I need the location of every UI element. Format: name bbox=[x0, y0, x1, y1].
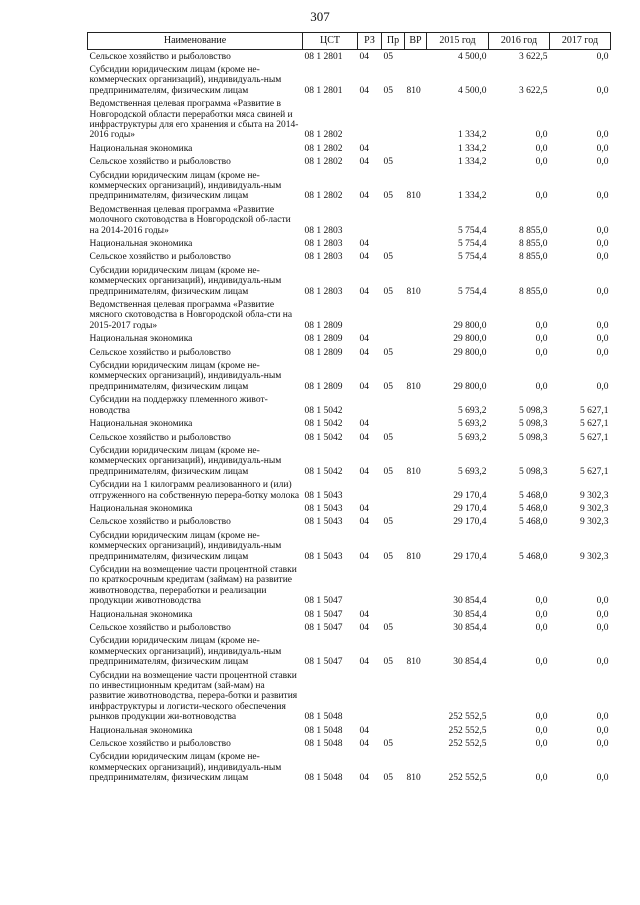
cell-2017: 0,0 bbox=[596, 157, 609, 168]
cell-rz: 04 bbox=[359, 517, 369, 528]
header-2017: 2017 год bbox=[550, 33, 611, 50]
cell-vr bbox=[405, 502, 427, 515]
cell-pr bbox=[382, 724, 405, 737]
cell-2015: 4 500,0 bbox=[458, 51, 487, 62]
cell-name: Субсидии юридическим лицам (кроме не-коммерческих организаций), индивидуаль-ным предпринимателям, физическим лицам bbox=[89, 752, 282, 784]
cell-name: Сельское хозяйство и рыболовство bbox=[89, 347, 231, 358]
cell-2016: 8 855,0 bbox=[519, 239, 548, 249]
cell-name: Субсидии юридическим лицам (кроме не-коммерческих организаций), индивидуаль-ным предпринимателям, физическим лицам bbox=[89, 636, 282, 668]
cell-2015: 30 854,4 bbox=[453, 623, 487, 633]
cell-vr bbox=[405, 516, 427, 529]
cell-2017: 5 627,1 bbox=[580, 405, 609, 416]
cell-2016: 0,0 bbox=[535, 712, 548, 723]
cell-pr: 05 bbox=[383, 381, 393, 392]
cell-2015: 252 552,5 bbox=[448, 712, 487, 723]
header-cst: ЦСТ bbox=[303, 33, 358, 50]
cell-cst: 08 1 5048 bbox=[304, 712, 343, 723]
cell-cst: 08 1 2803 bbox=[304, 239, 343, 249]
cell-name: Национальная экономика bbox=[89, 334, 193, 345]
cell-cst: 08 1 5047 bbox=[304, 596, 343, 607]
header-row bbox=[88, 33, 611, 50]
cell-2017: 0,0 bbox=[596, 773, 609, 784]
cell-cst: 08 1 5043 bbox=[304, 490, 343, 501]
table-row bbox=[88, 333, 611, 346]
cell-2015: 5 754,4 bbox=[458, 225, 487, 236]
cell-rz: 04 bbox=[359, 725, 369, 736]
header-name: Наименование bbox=[88, 33, 303, 50]
cell-name: Сельское хозяйство и рыболовство bbox=[89, 157, 231, 168]
cell-2016: 5 468,0 bbox=[519, 517, 548, 528]
cell-2016: 0,0 bbox=[535, 657, 548, 668]
cell-2016: 0,0 bbox=[535, 130, 548, 141]
cell-cst: 08 1 5048 bbox=[304, 725, 343, 736]
cell-vr bbox=[405, 431, 427, 444]
cell-2017: 0,0 bbox=[596, 85, 609, 96]
cell-cst: 08 1 2809 bbox=[304, 320, 343, 331]
cell-2015: 252 552,5 bbox=[448, 739, 487, 750]
cell-2015: 29 170,4 bbox=[453, 551, 487, 562]
cell-cst: 08 1 5043 bbox=[304, 517, 343, 528]
cell-2015: 29 800,0 bbox=[453, 347, 487, 358]
cell-vr bbox=[405, 333, 427, 346]
cell-pr: 05 bbox=[383, 191, 393, 202]
cell-rz: 04 bbox=[359, 623, 369, 633]
cell-2016: 0,0 bbox=[535, 143, 548, 154]
cell-name: Сельское хозяйство и рыболовство bbox=[89, 517, 231, 528]
cell-2015: 30 854,4 bbox=[453, 609, 487, 620]
cell-name: Субсидии юридическим лицам (кроме не-коммерческих организаций), индивидуаль-ным предпринимателям, физическим лицам bbox=[89, 170, 282, 202]
page-number: 307 bbox=[310, 9, 330, 24]
cell-rz: 04 bbox=[359, 657, 369, 668]
cell-vr: 810 bbox=[406, 551, 421, 562]
cell-name: Субсидии юридическим лицам (кроме не-коммерческих организаций), индивидуаль-ным предпринимателям, физическим лицам bbox=[89, 361, 282, 392]
cell-vr bbox=[405, 418, 427, 431]
cell-cst: 08 1 5048 bbox=[304, 773, 343, 784]
cell-name: Сельское хозяйство и рыболовство bbox=[89, 432, 231, 443]
cell-vr bbox=[405, 724, 427, 737]
cell-rz: 04 bbox=[359, 252, 369, 263]
cell-2017: 0,0 bbox=[596, 596, 609, 607]
cell-vr: 810 bbox=[406, 381, 421, 392]
cell-cst: 08 1 2803 bbox=[304, 286, 343, 297]
cell-pr: 05 bbox=[383, 85, 393, 96]
cell-name: Субсидии юридическим лицам (кроме не-коммерческих организаций), индивидуаль-ным предпринимателям, физическим лицам bbox=[89, 265, 282, 297]
cell-pr: 05 bbox=[383, 623, 393, 633]
cell-pr bbox=[382, 669, 405, 724]
cell-2017: 5 627,1 bbox=[580, 419, 609, 430]
cell-2016: 0,0 bbox=[535, 347, 548, 358]
cell-vr bbox=[405, 738, 427, 751]
cell-pr: 05 bbox=[383, 773, 393, 784]
cell-2016: 5 468,0 bbox=[519, 490, 548, 501]
cell-2016: 0,0 bbox=[535, 381, 548, 392]
cell-2015: 5 754,4 bbox=[458, 252, 487, 263]
budget-table bbox=[87, 32, 611, 785]
table-row bbox=[88, 563, 611, 608]
cell-2017: 9 302,3 bbox=[580, 517, 609, 528]
cell-2017: 5 627,1 bbox=[580, 432, 609, 443]
cell-cst: 08 1 2802 bbox=[304, 130, 343, 141]
cell-vr bbox=[405, 622, 427, 635]
cell-rz: 04 bbox=[359, 191, 369, 202]
cell-2017: 0,0 bbox=[596, 252, 609, 263]
cell-2015: 4 500,0 bbox=[458, 85, 487, 96]
cell-name: Национальная экономика bbox=[89, 143, 193, 154]
cell-2016: 0,0 bbox=[535, 623, 548, 633]
cell-2017: 0,0 bbox=[596, 739, 609, 750]
table-row bbox=[88, 299, 611, 333]
table-row bbox=[88, 142, 611, 155]
cell-vr bbox=[405, 98, 427, 143]
cell-name: Субсидии юридическим лицам (кроме не-коммерческих организаций), индивидуаль-ным предпринимателям, физическим лицам bbox=[89, 64, 282, 96]
cell-2016: 0,0 bbox=[535, 773, 548, 784]
cell-name: Ведомственная целевая программа «Развитие мясного скотоводства в Новгородской обла-сти на 2015-2017 годы» bbox=[89, 300, 293, 331]
cell-rz: 04 bbox=[359, 466, 369, 477]
cell-cst: 08 1 5048 bbox=[304, 739, 343, 750]
cell-2017: 0,0 bbox=[596, 347, 609, 358]
cell-pr bbox=[382, 299, 405, 333]
cell-cst: 08 1 2809 bbox=[304, 347, 343, 358]
cell-2016: 8 855,0 bbox=[519, 252, 548, 263]
cell-2016: 0,0 bbox=[535, 157, 548, 168]
cell-cst: 08 1 2802 bbox=[304, 157, 343, 168]
cell-2017: 0,0 bbox=[596, 334, 609, 345]
table-row bbox=[88, 669, 611, 724]
table-row bbox=[88, 346, 611, 359]
cell-2015: 29 170,4 bbox=[453, 517, 487, 528]
cell-name: Сельское хозяйство и рыболовство bbox=[89, 623, 231, 633]
cell-rz: 04 bbox=[359, 503, 369, 514]
cell-2017: 0,0 bbox=[596, 143, 609, 154]
cell-2016: 3 622,5 bbox=[519, 51, 548, 62]
cell-vr bbox=[405, 50, 427, 64]
table-row bbox=[88, 169, 611, 203]
cell-pr bbox=[382, 98, 405, 143]
cell-rz: 04 bbox=[359, 85, 369, 96]
cell-2015: 5 754,4 bbox=[458, 239, 487, 249]
cell-2017: 0,0 bbox=[596, 130, 609, 141]
table-row bbox=[88, 238, 611, 251]
cell-pr: 05 bbox=[383, 551, 393, 562]
cell-2017: 0,0 bbox=[596, 51, 609, 62]
cell-2015: 5 693,2 bbox=[458, 466, 487, 477]
table-row bbox=[88, 63, 611, 97]
cell-vr: 810 bbox=[406, 85, 421, 96]
table-row bbox=[88, 264, 611, 298]
cell-pr bbox=[382, 394, 405, 418]
cell-2016: 0,0 bbox=[535, 191, 548, 202]
cell-rz: 04 bbox=[359, 334, 369, 345]
table-row bbox=[88, 98, 611, 143]
cell-pr: 05 bbox=[383, 286, 393, 297]
cell-pr bbox=[382, 142, 405, 155]
cell-pr: 05 bbox=[383, 739, 393, 750]
cell-vr: 810 bbox=[406, 657, 421, 668]
cell-rz bbox=[358, 394, 382, 418]
cell-cst: 08 1 5047 bbox=[304, 657, 343, 668]
cell-2016: 0,0 bbox=[535, 320, 548, 331]
cell-rz bbox=[358, 479, 382, 503]
cell-2016: 5 098,3 bbox=[519, 405, 548, 416]
cell-2015: 1 334,2 bbox=[458, 157, 487, 168]
cell-2016: 5 098,3 bbox=[519, 432, 548, 443]
cell-2017: 9 302,3 bbox=[580, 503, 609, 514]
cell-cst: 08 1 2809 bbox=[304, 381, 343, 392]
cell-vr bbox=[405, 608, 427, 621]
table-row bbox=[88, 444, 611, 478]
cell-2015: 29 170,4 bbox=[453, 503, 487, 514]
cell-pr bbox=[382, 608, 405, 621]
header-pr: Пр bbox=[382, 33, 405, 50]
header-rz: РЗ bbox=[358, 33, 382, 50]
cell-2017: 0,0 bbox=[596, 609, 609, 620]
cell-vr bbox=[405, 156, 427, 169]
cell-vr bbox=[405, 669, 427, 724]
cell-2016: 5 468,0 bbox=[519, 503, 548, 514]
cell-pr: 05 bbox=[383, 51, 393, 62]
table-row bbox=[88, 418, 611, 431]
cell-rz: 04 bbox=[359, 143, 369, 154]
cell-2015: 5 754,4 bbox=[458, 286, 487, 297]
cell-vr bbox=[405, 563, 427, 608]
table-row bbox=[88, 203, 611, 237]
cell-cst: 08 1 2801 bbox=[304, 51, 343, 62]
cell-vr bbox=[405, 142, 427, 155]
cell-cst: 08 1 5042 bbox=[304, 405, 343, 416]
cell-name: Сельское хозяйство и рыболовство bbox=[89, 739, 231, 750]
table-row bbox=[88, 394, 611, 418]
cell-2017: 0,0 bbox=[596, 320, 609, 331]
table-row bbox=[88, 502, 611, 515]
cell-vr: 810 bbox=[406, 286, 421, 297]
table-row bbox=[88, 622, 611, 635]
table-row bbox=[88, 738, 611, 751]
cell-2017: 0,0 bbox=[596, 286, 609, 297]
cell-cst: 08 1 5047 bbox=[304, 623, 343, 633]
cell-cst: 08 1 2803 bbox=[304, 252, 343, 263]
cell-2017: 5 627,1 bbox=[580, 466, 609, 477]
cell-cst: 08 1 5042 bbox=[304, 466, 343, 477]
cell-rz: 04 bbox=[359, 286, 369, 297]
cell-vr: 810 bbox=[406, 466, 421, 477]
cell-2015: 1 334,2 bbox=[458, 143, 487, 154]
cell-rz: 04 bbox=[359, 739, 369, 750]
cell-name: Субсидии на 1 килограмм реализованного и (или) отгруженного на собственную перера-ботку молока bbox=[89, 480, 300, 501]
table-body bbox=[88, 50, 611, 786]
table-row bbox=[88, 431, 611, 444]
cell-rz: 04 bbox=[359, 773, 369, 784]
cell-cst: 08 1 5043 bbox=[304, 551, 343, 562]
cell-rz: 04 bbox=[359, 432, 369, 443]
cell-pr: 05 bbox=[383, 252, 393, 263]
cell-2017: 0,0 bbox=[596, 239, 609, 249]
cell-rz: 04 bbox=[359, 419, 369, 430]
cell-2017: 0,0 bbox=[596, 657, 609, 668]
cell-name: Национальная экономика bbox=[89, 419, 193, 430]
cell-2015: 29 800,0 bbox=[453, 334, 487, 345]
cell-vr bbox=[405, 346, 427, 359]
cell-rz bbox=[358, 203, 382, 237]
cell-rz: 04 bbox=[359, 157, 369, 168]
cell-cst: 08 1 2801 bbox=[304, 85, 343, 96]
table-row bbox=[88, 608, 611, 621]
cell-cst: 08 1 2803 bbox=[304, 225, 343, 236]
cell-vr bbox=[405, 479, 427, 503]
table-row bbox=[88, 156, 611, 169]
cell-name: Сельское хозяйство и рыболовство bbox=[89, 51, 231, 62]
cell-cst: 08 1 5042 bbox=[304, 432, 343, 443]
cell-name: Ведомственная целевая программа «Развитие молочного скотоводства в Новгородской об-ласти на 2014-2016 годы» bbox=[89, 204, 291, 236]
cell-2016: 3 622,5 bbox=[519, 85, 548, 96]
cell-pr bbox=[382, 479, 405, 503]
table-header bbox=[88, 33, 611, 50]
cell-name: Субсидии на возмещение части процентной ставки по инвестиционным кредитам (зай-мам) на развитие животноводства, перера-ботки и развития инфраструктуры и логисти-ческого обеспечения рынков продукции жи-вотноводства bbox=[89, 670, 298, 723]
cell-name: Национальная экономика bbox=[89, 609, 193, 620]
cell-vr bbox=[405, 251, 427, 264]
cell-2016: 0,0 bbox=[535, 739, 548, 750]
cell-2015: 30 854,4 bbox=[453, 596, 487, 607]
cell-2016: 0,0 bbox=[535, 609, 548, 620]
cell-2017: 0,0 bbox=[596, 381, 609, 392]
cell-2017: 0,0 bbox=[596, 623, 609, 633]
cell-rz bbox=[358, 299, 382, 333]
cell-2017: 9 302,3 bbox=[580, 551, 609, 562]
cell-cst: 08 1 2809 bbox=[304, 334, 343, 345]
table-row bbox=[88, 751, 611, 785]
cell-2017: 0,0 bbox=[596, 225, 609, 236]
cell-pr: 05 bbox=[383, 347, 393, 358]
cell-2016: 0,0 bbox=[535, 596, 548, 607]
header-vr: ВР bbox=[405, 33, 427, 50]
cell-2016: 5 468,0 bbox=[519, 551, 548, 562]
cell-name: Сельское хозяйство и рыболовство bbox=[89, 252, 231, 263]
cell-rz: 04 bbox=[359, 381, 369, 392]
cell-vr: 810 bbox=[406, 773, 421, 784]
cell-pr: 05 bbox=[383, 157, 393, 168]
table-row bbox=[88, 635, 611, 669]
cell-pr bbox=[382, 238, 405, 251]
cell-2015: 1 334,2 bbox=[458, 191, 487, 202]
cell-pr bbox=[382, 203, 405, 237]
cell-2015: 5 693,2 bbox=[458, 419, 487, 430]
cell-2016: 5 098,3 bbox=[519, 466, 548, 477]
cell-2016: 5 098,3 bbox=[519, 419, 548, 430]
cell-rz: 04 bbox=[359, 609, 369, 620]
cell-2016: 8 855,0 bbox=[519, 225, 548, 236]
cell-rz: 04 bbox=[359, 51, 369, 62]
cell-rz bbox=[358, 563, 382, 608]
cell-name: Субсидии юридическим лицам (кроме не-коммерческих организаций), индивидуаль-ным предпринимателям, физическим лицам bbox=[89, 530, 282, 562]
cell-pr: 05 bbox=[383, 432, 393, 443]
cell-rz: 04 bbox=[359, 239, 369, 249]
cell-rz bbox=[358, 669, 382, 724]
header-2015: 2015 год bbox=[427, 33, 489, 50]
cell-vr: 810 bbox=[406, 191, 421, 202]
cell-cst: 08 1 5042 bbox=[304, 419, 343, 430]
cell-vr bbox=[405, 299, 427, 333]
cell-2015: 5 693,2 bbox=[458, 432, 487, 443]
table-row bbox=[88, 529, 611, 563]
cell-name: Национальная экономика bbox=[89, 503, 193, 514]
cell-vr bbox=[405, 394, 427, 418]
cell-rz: 04 bbox=[359, 551, 369, 562]
cell-name: Ведомственная целевая программа «Развитие в Новгородской области переработки мяса свиней и инфраструктуры для его хранения и сбыта на 2014-2016 годы» bbox=[89, 99, 299, 141]
table-row bbox=[88, 50, 611, 64]
cell-name: Субсидии на возмещение части процентной ставки по краткосрочным кредитам (займам) на развитие животноводства, переработки и реализации продукции животноводства bbox=[89, 564, 297, 607]
cell-vr bbox=[405, 238, 427, 251]
cell-pr bbox=[382, 333, 405, 346]
cell-cst: 08 1 2802 bbox=[304, 191, 343, 202]
cell-2017: 0,0 bbox=[596, 712, 609, 723]
cell-pr: 05 bbox=[383, 517, 393, 528]
cell-2017: 0,0 bbox=[596, 725, 609, 736]
cell-2016: 8 855,0 bbox=[519, 286, 548, 297]
cell-pr bbox=[382, 563, 405, 608]
cell-2015: 5 693,2 bbox=[458, 405, 487, 416]
cell-name: Субсидии юридическим лицам (кроме не-коммерческих организаций), индивидуаль-ным предпринимателям, физическим лицам bbox=[89, 445, 282, 477]
cell-2015: 29 800,0 bbox=[453, 381, 487, 392]
cell-vr bbox=[405, 203, 427, 237]
cell-2016: 0,0 bbox=[535, 725, 548, 736]
cell-2015: 1 334,2 bbox=[458, 130, 487, 141]
cell-2016: 0,0 bbox=[535, 334, 548, 345]
cell-2017: 9 302,3 bbox=[580, 490, 609, 501]
table-row bbox=[88, 516, 611, 529]
cell-2015: 252 552,5 bbox=[448, 773, 487, 784]
cell-2015: 252 552,5 bbox=[448, 725, 487, 736]
header-2016: 2016 год bbox=[489, 33, 550, 50]
cell-2015: 29 170,4 bbox=[453, 490, 487, 501]
cell-cst: 08 1 2802 bbox=[304, 143, 343, 154]
cell-name: Национальная экономика bbox=[89, 239, 193, 249]
cell-pr bbox=[382, 502, 405, 515]
table-row bbox=[88, 251, 611, 264]
table-row bbox=[88, 724, 611, 737]
cell-name: Субсидии на поддержку племенного живот-новодства bbox=[89, 395, 268, 416]
cell-rz bbox=[358, 98, 382, 143]
table-row bbox=[88, 360, 611, 394]
cell-cst: 08 1 5043 bbox=[304, 503, 343, 514]
cell-pr: 05 bbox=[383, 466, 393, 477]
table-row bbox=[88, 479, 611, 503]
cell-2015: 30 854,4 bbox=[453, 657, 487, 668]
cell-pr bbox=[382, 418, 405, 431]
cell-rz: 04 bbox=[359, 347, 369, 358]
cell-name: Национальная экономика bbox=[89, 725, 193, 736]
cell-2015: 29 800,0 bbox=[453, 320, 487, 331]
cell-2017: 0,0 bbox=[596, 191, 609, 202]
cell-pr: 05 bbox=[383, 657, 393, 668]
cell-cst: 08 1 5047 bbox=[304, 609, 343, 620]
